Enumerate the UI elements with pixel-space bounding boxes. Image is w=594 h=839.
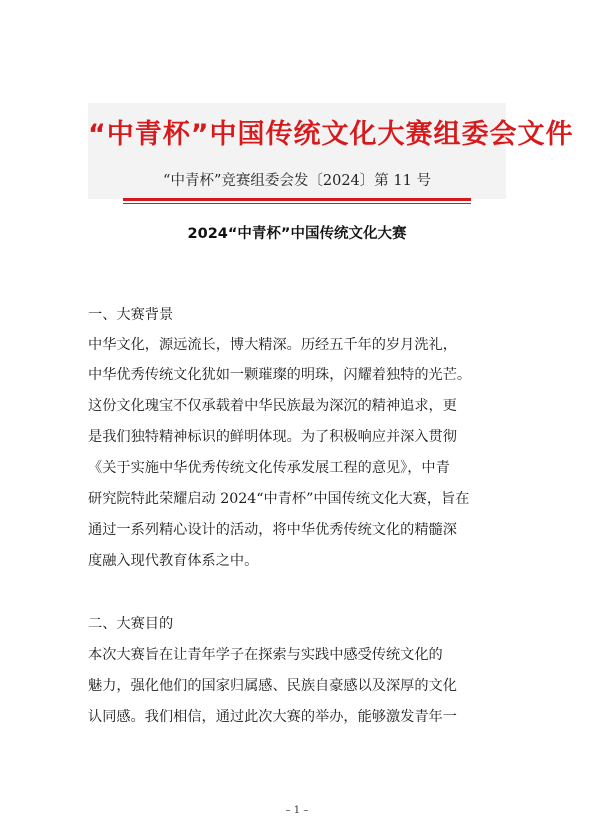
paragraph-line: 本次大赛旨在让青年学子在探索与实践中感受传统文化的 [88, 647, 443, 663]
paragraph-line: 魅力，强化他们的国家归属感、民族自豪感以及深厚的文化 [88, 678, 457, 694]
paragraph-line: 这份文化瑰宝不仅承载着中华民族最为深沉的精神追求，更 [88, 398, 457, 414]
paragraph-line: 中华优秀传统文化犹如一颗璀璨的明珠，闪耀着独特的光芒。 [88, 367, 472, 383]
paragraph-line: 是我们独特精神标识的鲜明体现。为了积极响应并深入贯彻 [88, 429, 457, 445]
paragraph-line: 中华文化，源远流长，博大精深。历经五千年的岁月洗礼， [88, 337, 457, 353]
page-number: – 1 – [285, 805, 309, 816]
document-title: 2024“中青杯”中国传统文化大赛 [187, 226, 407, 242]
paragraph-line: 通过一系列精心设计的活动，将中华优秀传统文化的精髓深 [88, 522, 457, 538]
document-number: “中青杯”竞赛组委会发〔2024〕第 11 号 [163, 173, 431, 189]
org-title: “中青杯”中国传统文化大赛组委会文件 [88, 119, 574, 150]
paragraph-line: 《关于实施中华优秀传统文化传承发展工程的意见》，中青 [88, 460, 450, 476]
red-divider-thick [123, 198, 471, 201]
paragraph-line: 认同感。我们相信，通过此次大赛的举办，能够激发青年一 [88, 709, 457, 725]
section-heading-purpose: 二、大赛目的 [88, 616, 174, 632]
section-heading-background: 一、大赛背景 [88, 307, 174, 323]
paragraph-line: 研究院特此荣耀启动 2024“中青杯”中国传统文化大赛，旨在 [88, 491, 470, 507]
paragraph-line: 度融入现代教育体系之中。 [88, 553, 259, 569]
red-divider-thin [123, 203, 471, 204]
